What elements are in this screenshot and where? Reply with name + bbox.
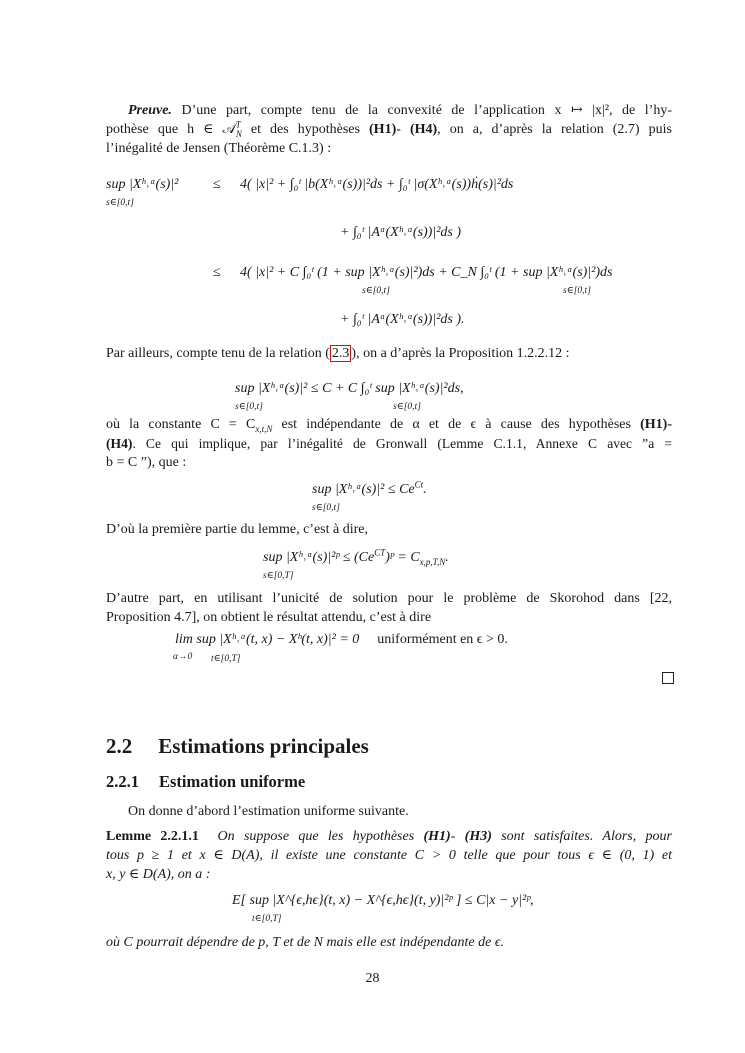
lemma-equation: E[ sup |X^{ϵ,hϵ}(t, x) − X^{ϵ,hϵ}(t, y)|²ᵖ ] ≤ C|x − y|²ᵖ, xyxy=(232,893,534,908)
lemma-line-1 xyxy=(106,828,672,846)
para3-line-3: b = C ”), que : xyxy=(106,455,187,470)
eq1-row-3-sub-2: s∈[0,t] xyxy=(563,286,591,296)
eq1-lhs: sup |Xʰ˒ᵅ(s)|² xyxy=(106,177,179,192)
sub: x,t,N xyxy=(255,423,273,434)
text: )ᵖ = C xyxy=(385,550,420,565)
text: . Ce qui implique, par l’inégalité de Gronwall (Lemme C.1.1, Annexe C avec ”a = xyxy=(132,436,672,451)
sup: Ct xyxy=(414,479,424,490)
eq1-rel-2: ≤ xyxy=(213,265,221,280)
para3-line-1 xyxy=(106,416,672,434)
hypothesis-h3: (H3) xyxy=(464,829,492,844)
section-title: Estimations principales xyxy=(158,734,369,758)
proof-label: Preuve. xyxy=(128,103,172,118)
hypothesis-h1: (H1) xyxy=(423,829,451,844)
equation-ref-link[interactable]: 2.3 xyxy=(331,346,350,361)
text: et des hypothèses xyxy=(241,122,370,137)
sup: T xyxy=(235,119,241,130)
text: . xyxy=(423,482,427,497)
intro: On donne d’abord l’estimation uniforme suivante. xyxy=(128,804,409,819)
qed-box-icon xyxy=(662,672,674,684)
eq1-lhs-sub: s∈[0,t] xyxy=(106,198,134,208)
eq1-row-1: 4( |x|² + ∫₀ᵗ |b(Xʰ˒ᵅ(s))|²ds + ∫₀ᵗ |σ(Xʰ˒ᵅ(s))ḣ(s)|²ds xyxy=(240,177,514,192)
eq4-sub: s∈[0,T] xyxy=(263,571,294,581)
subsection-title: Estimation uniforme xyxy=(159,772,306,791)
proof-line-2 xyxy=(106,121,672,139)
para3-line-2 xyxy=(106,435,672,453)
text: uniformément en ϵ > 0. xyxy=(377,632,508,647)
text: On suppose que les hypothèses xyxy=(217,829,424,844)
eq5-sub-2: t∈[0,T] xyxy=(211,654,241,664)
text: sup |Xʰ˒ᵅ(s)|²ᵖ ≤ (Ce xyxy=(263,550,375,565)
text: est indépendante de α et de ϵ à cause des hypothèses xyxy=(272,417,641,432)
section-heading xyxy=(106,733,369,759)
text: D’une part, compte tenu de la convexité de l’application x ↦ |x|², de l’hy- xyxy=(181,103,673,118)
text: pothèse que h ∈ 𝒜 xyxy=(106,122,236,137)
eq4 xyxy=(263,549,449,567)
proof-line-3: l’inégalité de Jensen (Théorème C.1.3) : xyxy=(106,141,332,156)
eq1-rel-1: ≤ xyxy=(213,177,221,192)
subsection-heading xyxy=(106,772,305,792)
proof-line-1 xyxy=(106,102,672,120)
lemma-line-2: tous p ≥ 1 et x ∈ D(A), il existe une constante C > 0 telle que pour tous ϵ ∈ (0, 1) et xyxy=(106,848,672,863)
eq1-row-2: + ∫₀ᵗ |Aᵅ(Xʰ˒ᵅ(s))|²ds ) xyxy=(340,225,461,240)
text: , on a, d’après la relation (2.7) puis xyxy=(437,122,672,137)
text: - xyxy=(450,829,465,844)
eq5 xyxy=(175,631,508,649)
para4: D’où la première partie du lemme, c’est à dire, xyxy=(106,522,368,537)
eq3 xyxy=(312,481,427,499)
hypothesis-h4: (H4) xyxy=(409,122,438,137)
page-number: 28 xyxy=(365,971,380,986)
para2 xyxy=(106,345,672,363)
lemma-line-3: x, y ∈ D(A), on a : xyxy=(106,867,211,882)
eq2-sub-2: s∈[0,t] xyxy=(393,402,421,412)
text: lim sup |Xʰ˒ᵅ(t, x) − Xʰ(t, x)|² = 0 xyxy=(175,632,360,647)
para5-line-2: Proposition 4.7], on obtient le résultat attendu, c’est à dire xyxy=(106,610,432,625)
lemma-conclusion: où C pourrait dépendre de p, T et de N mais elle est indépendante de ϵ. xyxy=(106,935,504,950)
eq1-row-3: 4( |x|² + C ∫₀ᵗ (1 + sup |Xʰ˒ᵅ(s)|²)ds + C_N ∫₀ᵗ (1 + sup |Xʰ˒ᵅ(s)|²)ds xyxy=(240,265,613,280)
text: ), on a d’après la Proposition 1.2.2.12 : xyxy=(351,346,570,361)
sup: CT xyxy=(374,547,386,558)
eq1-row-3-sub-1: s∈[0,t] xyxy=(362,286,390,296)
sub: x,p,T,N xyxy=(419,556,446,567)
eq2-sub-1: s∈[0,t] xyxy=(235,402,263,412)
text: sont satisfaites. Alors, pour xyxy=(491,829,672,844)
text: - xyxy=(396,122,410,137)
para5-line-1: D’autre part, en utilisant l’unicité de solution pour le problème de Skorohod dans [22, xyxy=(106,591,672,606)
hypothesis-h1: (H1) xyxy=(369,122,397,137)
lemma-label: Lemme 2.2.1.1 xyxy=(106,829,199,844)
hypothesis-h1: (H1)- xyxy=(640,417,672,432)
text: Par ailleurs, compte tenu de la relation ( xyxy=(106,346,330,361)
eq1-row-4: + ∫₀ᵗ |Aᵅ(Xʰ˒ᵅ(s))|²ds ). xyxy=(340,312,465,327)
lemma-equation-sub: t∈[0,T] xyxy=(252,914,282,924)
eq2: sup |Xʰ˒ᵅ(s)|² ≤ C + C ∫₀ᵗ sup |Xʰ˒ᵅ(s)|²ds, xyxy=(235,381,464,396)
eq3-sub: s∈[0,t] xyxy=(312,503,340,513)
text: . xyxy=(445,550,449,565)
subsection-number: 2.2.1 xyxy=(106,772,139,791)
hypothesis-h4: (H4) xyxy=(106,436,133,451)
sub: N xyxy=(235,128,242,139)
section-number: 2.2 xyxy=(106,734,133,758)
text: où la constante C = C xyxy=(106,417,256,432)
text: sup |Xʰ˒ᵅ(s)|² ≤ Ce xyxy=(312,482,415,497)
eq5-sub-1: α→0 xyxy=(173,652,193,662)
